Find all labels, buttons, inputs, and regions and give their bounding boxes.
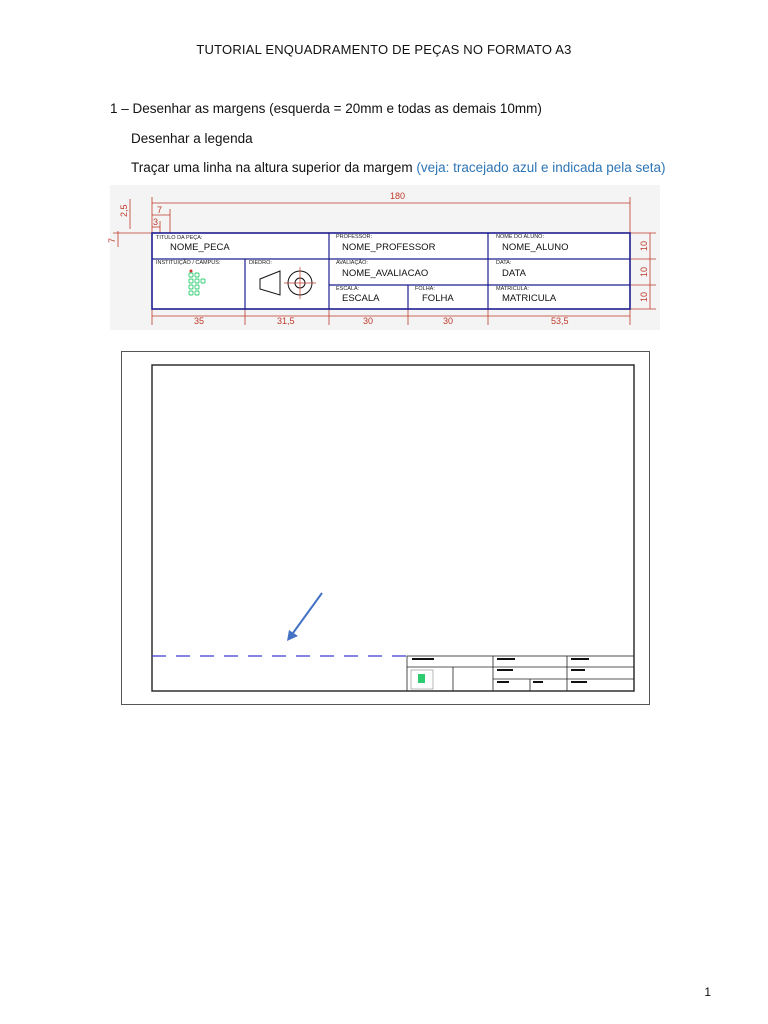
value-matricula: MATRICULA [502, 293, 557, 304]
label-titulo: TITULO DA PEÇA: [156, 235, 203, 241]
value-folha: FOLHA [422, 293, 454, 304]
label-matricula: MATRICULA: [496, 286, 529, 292]
label-nome-aluno: NOME DO ALUNO: [496, 234, 544, 240]
label-folha: FOLHA: [415, 286, 435, 292]
step1-line3 [131, 160, 666, 175]
value-data: DATA [502, 268, 526, 279]
dim-total: 180 [390, 191, 406, 201]
value-nome-professor: NOME_PROFESSOR [342, 242, 436, 253]
mini-logo-mark [418, 674, 425, 683]
dim-bottom-0: 35 [194, 316, 205, 326]
label-diedro: DIEDRO: [249, 260, 272, 266]
label-data: DATA: [496, 260, 512, 266]
dim-bottom-2: 30 [363, 316, 374, 326]
legend-drawing [107, 185, 660, 330]
dim-bottom-1: 31,5 [277, 316, 295, 326]
dim-right-10a: 10 [639, 240, 649, 251]
dim-left-7: 7 [107, 237, 117, 243]
label-instituicao: INSTITUIÇÃO / CAMPUS: [156, 260, 221, 266]
dim-top-3: 3 [153, 217, 159, 227]
label-avaliacao: AVALIAÇÃO: [336, 260, 368, 266]
document-title: TUTORIAL ENQUADRAMENTO DE PEÇAS NO FORMATO A3 [196, 42, 572, 57]
value-nome-peca: NOME_PECA [170, 242, 230, 253]
label-escala: ESCALA: [336, 286, 360, 292]
dim-bottom-3: 30 [443, 316, 454, 326]
dim-right-10b: 10 [639, 266, 649, 277]
step1-line3-text: Traçar uma linha na altura superior da margem [131, 160, 417, 175]
value-escala: ESCALA [342, 293, 380, 304]
dim-right-10c: 10 [639, 291, 649, 302]
value-nome-aluno: NOME_ALUNO [502, 242, 569, 253]
step1-line2: Desenhar a legenda [131, 131, 253, 146]
dim-top-25: 2,5 [119, 204, 129, 217]
dim-top-7: 7 [157, 205, 163, 215]
step1-line3-highlight: (veja: tracejado azul e indicada pela seta) [416, 160, 666, 175]
page-number: 1 [704, 985, 711, 999]
step1-line1: 1 – Desenhar as margens (esquerda = 20mm e todas as demais 10mm) [110, 101, 542, 116]
value-nome-avaliacao: NOME_AVALIACAO [342, 268, 429, 279]
a3-sheet-diagram [121, 351, 650, 705]
label-professor: PROFESSOR: [336, 234, 373, 240]
dim-bottom-4: 53,5 [551, 316, 569, 326]
